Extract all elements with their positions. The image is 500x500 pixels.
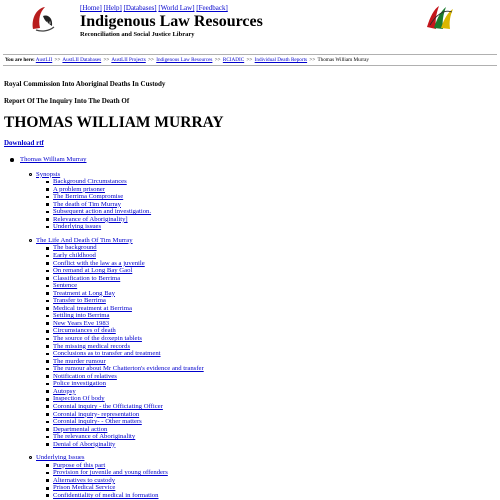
list-item [0,350,500,358]
toc-item-link[interactable]: Coronial inquiry - the Officiating Officer [53,402,163,410]
bullet-icon [46,270,49,273]
bullet-icon [29,456,32,459]
toc-item-link[interactable]: The background [53,244,97,252]
bullet-icon [46,315,49,318]
austlii-logo[interactable] [28,4,56,34]
toc-section-link[interactable]: The Life And Death Of Tim Murray [36,236,133,244]
list-item [0,469,500,477]
nav-databases-link[interactable]: [Databases] [123,4,157,12]
toc-item-link[interactable]: The death of Tim Murray [53,200,121,208]
toc-item-link[interactable]: The rumour about Mr Chatterton's evidence and transfer [53,365,204,373]
list-item [0,305,500,313]
toc-item-link[interactable]: Prison Medical Service [53,484,116,492]
list-item [0,492,500,500]
bullet-icon [46,196,49,199]
list-item [0,267,500,275]
toc-item-link[interactable]: Transfer to Berrima [53,297,106,305]
toc-item-link[interactable]: Inspection Of body [53,395,105,403]
toc-item-link[interactable]: Denial of Aboriginality [53,440,116,448]
bullet-icon [46,368,49,371]
bullet-icon [29,239,32,242]
list-item [0,216,500,224]
bullet-icon [46,360,49,363]
crumb-austlii-databases[interactable]: AustLII Databases [62,57,102,63]
flag-logo [424,3,456,31]
list-item [0,156,500,164]
list-item [0,365,500,373]
crumb-indigenous-law[interactable]: Indigenous Law Resources [156,57,213,63]
site-header [0,0,500,50]
list-item [0,358,500,366]
bullet-icon [46,464,49,467]
list-item [0,335,500,343]
list-item [0,388,500,396]
bullet-icon [46,285,49,288]
bullet-icon [46,428,49,431]
site-title: Indigenous Law Resources [80,13,263,30]
crumb-separator: >> [309,57,316,63]
toc-section-link[interactable]: Underlying Issues [36,454,85,462]
list-item [0,193,500,201]
list-item [0,380,500,388]
crumb-separator: >> [214,57,221,63]
list-item [0,418,500,426]
crumb-separator: >> [54,57,61,63]
list-item [0,297,500,305]
commission-heading: Royal Commission Into Aboriginal Deaths In Custody [4,80,166,88]
bullet-icon [46,330,49,333]
page-title: THOMAS WILLIAM MURRAY [4,114,224,131]
crumb-austlii[interactable]: AustLII [35,57,53,63]
toc-item-link[interactable]: Relevance of Aboriginality] [53,215,128,223]
toc-item-link[interactable]: Settling into Berrima [53,312,110,320]
bullet-icon [10,158,14,162]
toc-item-link[interactable]: Alternatives to custody [53,476,116,484]
crumb-separator: >> [103,57,110,63]
report-heading: Report Of The Inquiry Into The Death Of [4,97,130,105]
list-item [0,237,500,245]
toc-item-link[interactable]: Purpose of this part [53,461,106,469]
list-item [0,244,500,252]
list-item [0,484,500,492]
bullet-icon [46,413,49,416]
toc-item-link[interactable]: Classification to Berrima [53,274,121,282]
bullet-icon [46,338,49,341]
svg-text:AustLII: AustLII [41,21,51,25]
bullet-icon [46,436,49,439]
nav-world-law-link[interactable]: [World Law] [158,4,195,12]
list-item [0,477,500,485]
list-item [0,171,500,179]
spacer [0,164,500,171]
bullet-icon [46,390,49,393]
toc-item-link[interactable]: Early childhood [53,252,96,260]
bullet-icon [46,383,49,386]
breadcrumb-label: You are here: [5,57,35,63]
toc-item-link[interactable]: The relevance of Aboriginality [53,433,136,441]
list-item [0,373,500,381]
bullet-icon [46,292,49,295]
nav-help-link[interactable]: [Help] [103,4,122,12]
list-item [0,290,500,298]
toc-item-link[interactable]: Medical treatment at Berrima [53,304,132,312]
crumb-individual-death-reports[interactable]: Individual Death Reports [254,57,308,63]
list-item [0,260,500,268]
toc-section-link[interactable]: Synopsis [36,170,61,178]
toc-item-link[interactable]: The missing medical records [53,342,131,350]
toc-item-link[interactable]: The source of the doxepin tablets [53,335,142,343]
bullet-icon [46,487,49,490]
breadcrumb [3,54,497,66]
bullet-icon [46,353,49,356]
toc-root-link[interactable]: Thomas William Murray [20,156,87,163]
crumb-separator: >> [246,57,253,63]
toc-list [0,156,500,500]
toc-item-link[interactable]: New Years Eve 1983 [53,319,110,327]
bullet-icon [46,472,49,475]
bullet-icon [29,173,32,176]
toc-item-link[interactable]: Conflict with the law as a juvenile [53,259,145,267]
bullet-icon [46,181,49,184]
toc-item-link[interactable]: Sentence [53,282,78,290]
bullet-icon [46,300,49,303]
toc-item-link[interactable]: Circumstances of death [53,327,116,335]
nav-home-link[interactable]: [Home] [80,4,102,12]
list-item [0,403,500,411]
list-item [0,441,500,449]
crumb-current: Thomas William Murray [317,57,370,63]
download-rtf-link-wrap [4,139,44,147]
crumb-rciadic[interactable]: RCIADIC [222,57,245,63]
list-item [0,201,500,209]
bullet-icon [46,277,49,280]
bullet-icon [46,479,49,482]
bullet-icon [46,494,49,497]
toc-item-link[interactable]: The murder rumour [53,357,106,365]
bullet-icon [46,443,49,446]
list-item [0,312,500,320]
bullet-icon [46,421,49,424]
list-item [0,454,500,462]
toc-item-link[interactable]: A problem prisoner [53,185,106,193]
toc-item-link[interactable]: The Berrima Compromise [53,193,124,201]
nav-feedback-link[interactable]: [Feedback] [196,4,228,12]
list-item [0,433,500,441]
toc-item-link[interactable]: Departmental action [53,425,108,433]
bullet-icon [46,307,49,310]
bullet-icon [46,345,49,348]
toc-item-link[interactable]: Police investigation [53,380,106,388]
bullet-icon [46,188,49,191]
bullet-icon [46,375,49,378]
bullet-icon [46,226,49,229]
bullet-icon [46,405,49,408]
list-item [0,320,500,328]
bullet-icon [46,262,49,265]
bullet-icon [46,398,49,401]
list-item [0,252,500,260]
toc-item-link[interactable]: Coronial inquiry- - Other matters [53,418,142,426]
toc-item-link[interactable]: Background Circumstances [53,178,127,186]
toc-item-link[interactable]: Autopsy [53,387,76,395]
top-nav [80,4,228,13]
toc-item-link[interactable]: Conclusions as to transfer and treatment [53,350,161,358]
list-item [0,343,500,351]
bullet-icon [46,322,49,325]
list-item [0,208,500,216]
bullet-icon [46,218,49,221]
toc-item-link[interactable]: Coronial inquiry- representation [53,410,140,418]
toc-item-link[interactable]: Underlying issues [53,223,102,231]
list-item [0,178,500,186]
bullet-icon [46,211,49,214]
site-subtitle: Reconciliation and Social Justice Library [80,31,195,38]
list-item [0,426,500,434]
bullet-icon [46,255,49,258]
toc-item-link[interactable]: Subsequent action and investigation. [53,208,152,216]
table-of-contents [0,156,500,500]
list-item [0,411,500,419]
list-item [0,327,500,335]
list-item [0,275,500,283]
toc-item-link[interactable]: On remand at Long Bay Gaol [53,267,133,275]
list-item [0,186,500,194]
toc-item-link[interactable]: Confidentiality of medical in formation [53,491,159,499]
list-item [0,282,500,290]
list-item [0,223,500,231]
bullet-icon [46,203,49,206]
crumb-austlii-projects[interactable]: AustLII Projects [111,57,146,63]
list-item [0,395,500,403]
toc-item-link[interactable]: Treatment at Long Bay [53,289,115,297]
toc-item-link[interactable]: Notification of relatives [53,372,117,380]
bullet-icon [46,247,49,250]
crumb-separator: >> [148,57,154,63]
toc-item-link[interactable]: Provision for juvenile and young offenders [53,469,168,477]
download-rtf-link[interactable]: Download rtf [4,139,44,147]
list-item [0,462,500,470]
